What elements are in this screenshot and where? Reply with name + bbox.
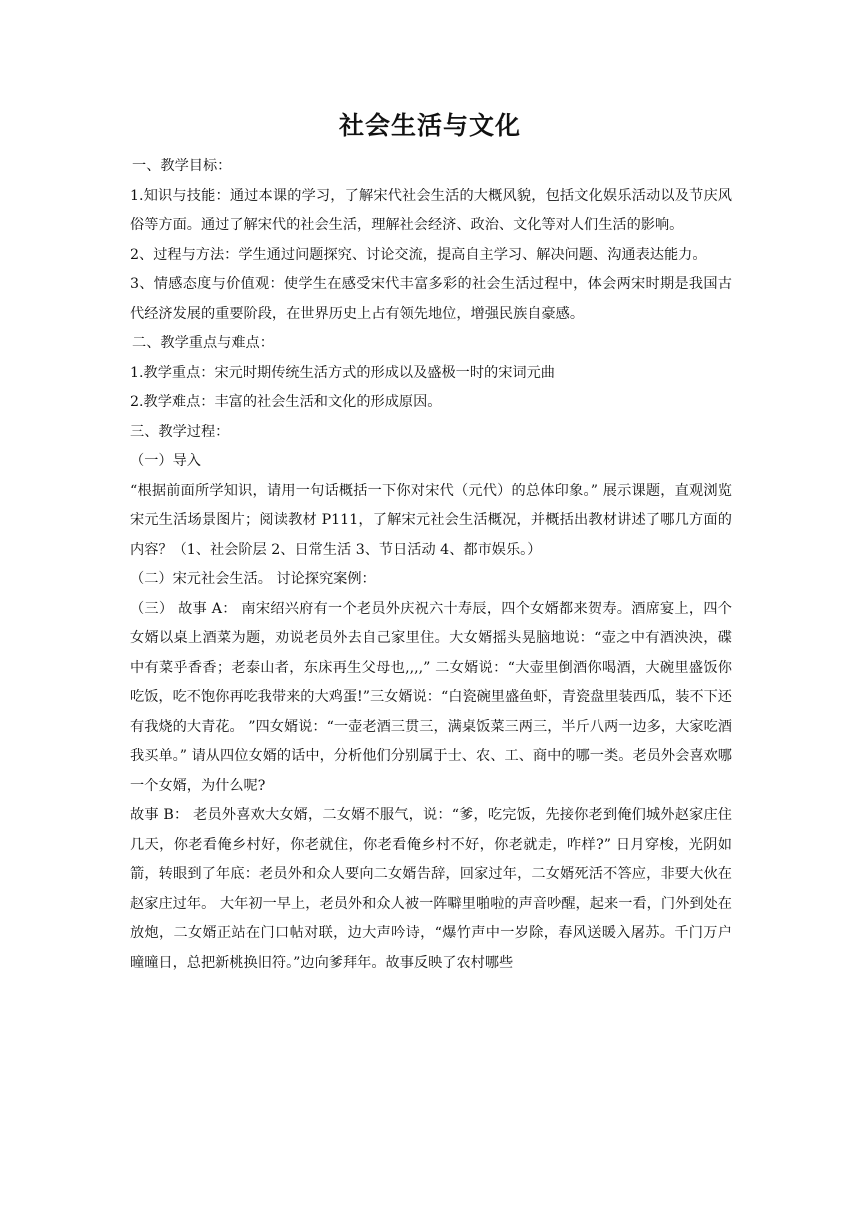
objective-values: 3、情感态度与价值观：使学生在感受宋代丰富多彩的社会生活过程中，体会两宋时期是我国古代经济发展的重要阶段，在世界历史上占有领先地位，增强民族自豪感。 bbox=[130, 276, 732, 322]
keypoint-difficulty: 2.教学难点：丰富的社会生活和文化的形成原因。 bbox=[130, 394, 442, 410]
keypoint-focus: 1.教学重点：宋元时期传统生活方式的形成以及盛极一时的宋词元曲 bbox=[130, 364, 555, 381]
subheading-social-life: （二）宋元社会生活。 讨论探究案例： bbox=[130, 571, 376, 587]
document-body bbox=[130, 152, 732, 978]
section-heading-process: 三、教学过程： bbox=[130, 423, 230, 440]
intro-paragraph: “根据前面所学知识，请用一句话概括一下你对宋代（元代）的总体印象。” 展示课题，直观浏览宋元生活场景图片；阅读教材 P111，了解宋元社会生活概况，并概括出教材讲述了哪几方面的内容？（1、社会阶层 2、日常生活 3、节日活动 4、都市娱乐。） bbox=[130, 482, 732, 558]
document-title: 社会生活与文化 bbox=[338, 111, 521, 140]
section-heading-objectives: 一、教学目标： bbox=[132, 158, 232, 174]
section-heading-keypoints: 二、教学重点与难点： bbox=[132, 335, 274, 351]
objective-process: 2、过程与方法：学生通过问题探究、讨论交流，提高自主学习、解决问题、沟通表达能力。 bbox=[130, 246, 707, 263]
objective-knowledge: 1.知识与技能：通过本课的学习，了解宋代社会生活的大概风貌，包括文化娱乐活动以及节庆风俗等方面。通过了解宋代的社会生活，理解社会经济、政治、文化等对人们生活的影响。 bbox=[130, 187, 732, 233]
story-a-paragraph: （三） 故事 A： 南宋绍兴府有一个老员外庆祝六十寿辰，四个女婿都来贺寿。酒席宴上，四个女婿以桌上酒菜为题，劝说老员外去自己家里住。大女婿摇头晃脑地说：“壶之中有酒泱泱，碟中有菜乎香香；老泰山者，东床再生父母也,,,,” 二女婿说：“大壶里倒酒你喝酒，大碗里盛饭你吃饭，吃不饱你再吃我带来的大鸡蛋!”三女婿说：“白瓷碗里盛鱼虾，青瓷盘里装西瓜，装不下还有我烧的大青花。 ”四女婿说：“一壶老酒三贯三，满桌饭菜三两三，半斤八两一边多，大家吃酒我买单。” 请从四位女婿的话中，分析他们分别属于士、农、工、商中的哪一类。老员外会喜欢哪一个女婿，为什么呢? bbox=[130, 600, 732, 794]
story-b-paragraph: 故事 B： 老员外喜欢大女婿，二女婿不服气，说：“爹，吃完饭，先接你老到俺们城外赵家庄住几天，你老看俺乡村好，你老就住，你老看俺乡村不好，你老就走，咋样?” 日月穿梭，光阴如箭，转眼到了年底：老员外和众人要向二女婿告辞，回家过年，二女婿死活不答应，非要大伙在赵家庄过年。 大年初一早上，老员外和众人被一阵噼里啪啦的声音吵醒，起来一看，门外到处在放炮，二女婿正站在门口帖对联，边大声吟诗，“爆竹声中一岁除，春风送暖入屠苏。千门万户曈曈日，总把新桃换旧符。”边向爹拜年。故事反映了农村哪些 bbox=[130, 807, 732, 971]
subheading-intro: （一）导入 bbox=[130, 453, 201, 469]
